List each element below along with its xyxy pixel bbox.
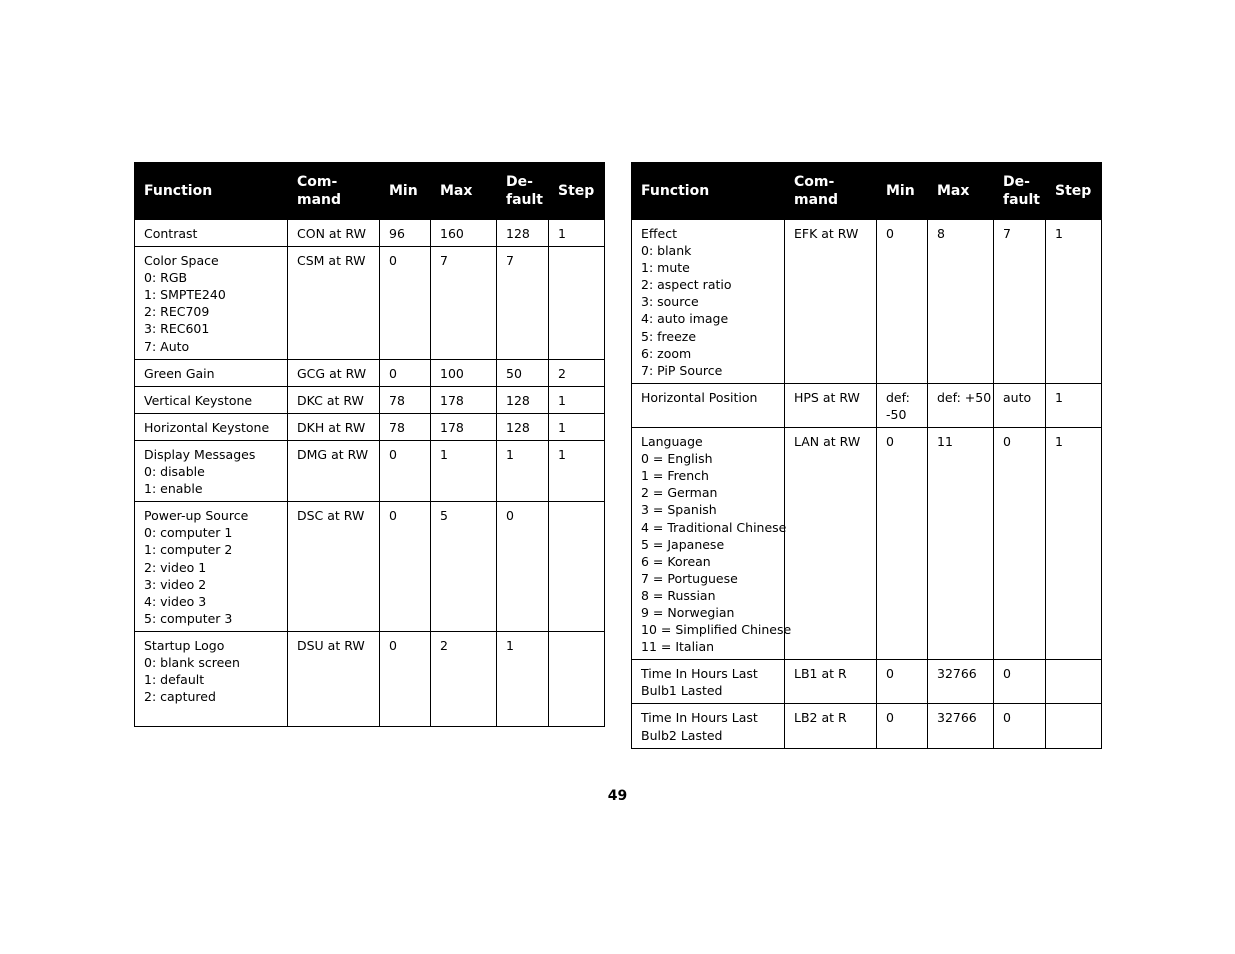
step-cell: 2 (549, 359, 605, 386)
min-line: 0 (886, 710, 894, 726)
function-line: 7 = Portuguese (641, 570, 738, 586)
min-cell (380, 386, 431, 413)
function-line: 2: captured (144, 689, 216, 705)
function-line: 0: disable (144, 464, 205, 480)
function-line: 11 = Italian (641, 639, 715, 655)
step-cell: 1 (549, 386, 605, 413)
command-cell: EFK at RW (785, 220, 877, 384)
function-line: Startup Logo (144, 637, 225, 653)
function-line: 7: PiP Source (641, 362, 723, 378)
step-cell (549, 502, 605, 632)
function-cell (135, 359, 288, 386)
min-cell (380, 247, 431, 360)
table-row (632, 220, 1102, 384)
function-line: Effect (641, 226, 677, 241)
function-line: 8 = Russian (641, 587, 716, 603)
function-line: 2 = German (641, 485, 718, 501)
default-cell: auto (994, 383, 1046, 427)
min-cell (380, 502, 431, 632)
command-cell: LB1 at R (785, 660, 877, 704)
function-line (144, 705, 278, 722)
step-cell (549, 631, 605, 726)
table-row (135, 413, 605, 440)
function-cell (135, 440, 288, 501)
step-cell (1046, 704, 1102, 748)
max-cell: def: +50 (928, 383, 994, 427)
function-line: Display Messages (144, 446, 256, 462)
table-row (135, 502, 605, 632)
max-cell: 160 (431, 220, 497, 247)
header-default: De- fault (497, 163, 549, 220)
min-line: 0 (389, 508, 397, 524)
table-row (135, 440, 605, 501)
function-line: 0: blank screen (144, 654, 240, 670)
function-line: 5: computer 3 (144, 610, 233, 626)
command-cell: CSM at RW (288, 247, 380, 360)
min-line: 0 (886, 666, 894, 682)
function-cell (632, 704, 785, 748)
function-line: 1: default (144, 672, 205, 688)
min-line: -50 (886, 406, 907, 422)
function-line: 0 = English (641, 451, 713, 467)
header-max: Max (928, 163, 994, 220)
function-line: 3: source (641, 294, 699, 310)
min-line: 78 (389, 419, 405, 435)
table-header-row (135, 163, 605, 220)
table-header-row (632, 163, 1102, 220)
default-cell: 7 (994, 220, 1046, 384)
table-row (135, 359, 605, 386)
max-cell: 178 (431, 386, 497, 413)
command-cell: DSC at RW (288, 502, 380, 632)
function-line: Bulb2 Lasted (641, 727, 723, 743)
function-cell (135, 631, 288, 726)
step-cell (549, 247, 605, 360)
function-line: 1: mute (641, 260, 690, 276)
min-cell (380, 440, 431, 501)
function-line: Bulb1 Lasted (641, 683, 723, 699)
default-cell: 128 (497, 386, 549, 413)
function-line: 2: REC709 (144, 304, 210, 320)
function-line: Time In Hours Last (641, 666, 758, 682)
function-cell (632, 383, 785, 427)
step-cell: 1 (549, 440, 605, 501)
header-command: Com- mand (288, 163, 380, 220)
function-line: 0: computer 1 (144, 525, 233, 541)
function-line: 2: aspect ratio (641, 277, 732, 293)
header-max: Max (431, 163, 497, 220)
min-line: 96 (389, 226, 405, 241)
min-cell (877, 428, 928, 660)
min-cell (877, 704, 928, 748)
table-row (135, 247, 605, 360)
function-line: Language (641, 434, 703, 450)
command-cell: DMG at RW (288, 440, 380, 501)
function-cell (632, 220, 785, 384)
default-cell: 128 (497, 220, 549, 247)
default-cell: 128 (497, 413, 549, 440)
table-row (135, 386, 605, 413)
command-cell: LB2 at R (785, 704, 877, 748)
table-row (135, 631, 605, 726)
max-cell: 2 (431, 631, 497, 726)
min-line: def: (886, 389, 910, 405)
function-cell (632, 428, 792, 660)
header-min: Min (380, 163, 431, 220)
function-line: 4: video 3 (144, 593, 207, 609)
header-command: Com- mand (785, 163, 877, 220)
min-line: 0 (389, 365, 397, 381)
max-cell: 1 (431, 440, 497, 501)
min-cell (380, 359, 431, 386)
function-line: 0: RGB (144, 270, 188, 286)
function-line: 4 = Traditional Chinese (641, 519, 787, 535)
max-cell: 100 (431, 359, 497, 386)
min-cell (877, 660, 928, 704)
min-cell (380, 220, 431, 247)
function-line: Power-up Source (144, 508, 249, 524)
min-line: 0 (389, 253, 397, 269)
header-step: Step (1046, 163, 1102, 220)
function-line: 4: auto image (641, 311, 729, 327)
min-line: 0 (389, 637, 397, 653)
table-row (632, 428, 1102, 660)
function-cell (135, 220, 288, 247)
function-line: 6: zoom (641, 345, 692, 361)
function-line: 7: Auto (144, 338, 190, 354)
min-line: 78 (389, 392, 405, 408)
step-cell: 1 (1046, 428, 1102, 660)
default-cell: 0 (994, 428, 1046, 660)
default-cell: 0 (994, 704, 1046, 748)
function-cell (135, 502, 288, 632)
command-cell: DKC at RW (288, 386, 380, 413)
function-line: Horizontal Keystone (144, 419, 270, 435)
header-default: De- fault (994, 163, 1046, 220)
function-line: 1 = French (641, 468, 709, 484)
table-row (135, 220, 605, 247)
command-cell: LAN at RW (785, 428, 877, 660)
default-cell: 1 (497, 631, 549, 726)
function-cell (135, 247, 288, 360)
function-line: 10 = Simplified Chinese (641, 622, 792, 638)
max-cell: 8 (928, 220, 994, 384)
min-line: 0 (389, 446, 397, 462)
default-cell: 0 (497, 502, 549, 632)
function-line: 1: SMPTE240 (144, 287, 226, 303)
function-line: 1: computer 2 (144, 542, 233, 558)
command-cell: GCG at RW (288, 359, 380, 386)
default-cell: 50 (497, 359, 549, 386)
function-line: Time In Hours Last (641, 710, 758, 726)
command-cell: HPS at RW (785, 383, 877, 427)
header-min: Min (877, 163, 928, 220)
step-cell: 1 (549, 220, 605, 247)
function-line: 9 = Norwegian (641, 604, 735, 620)
table-row (632, 660, 1102, 704)
function-cell (135, 413, 288, 440)
header-step: Step (549, 163, 605, 220)
header-function: Function (135, 163, 288, 220)
min-cell (877, 383, 928, 427)
step-cell: 1 (1046, 220, 1102, 384)
command-cell: DKH at RW (288, 413, 380, 440)
default-cell: 1 (497, 440, 549, 501)
min-cell (877, 220, 928, 384)
function-line: 5 = Japanese (641, 536, 725, 552)
max-cell: 5 (431, 502, 497, 632)
function-line: 3: REC601 (144, 321, 210, 337)
step-cell (1046, 660, 1102, 704)
function-line: 6 = Korean (641, 553, 711, 569)
default-cell: 7 (497, 247, 549, 360)
function-line: 1: enable (144, 481, 203, 497)
function-cell (135, 386, 288, 413)
command-cell: CON at RW (288, 220, 380, 247)
settings-table-right (631, 162, 1102, 749)
max-cell: 11 (928, 428, 994, 660)
function-line: 0: blank (641, 243, 692, 259)
settings-table-left (134, 162, 605, 727)
command-cell: DSU at RW (288, 631, 380, 726)
table-row (632, 704, 1102, 748)
min-cell (380, 631, 431, 726)
step-cell: 1 (549, 413, 605, 440)
function-line: 5: freeze (641, 328, 697, 344)
function-line: 3: video 2 (144, 576, 207, 592)
min-line: 0 (886, 434, 894, 450)
max-cell: 178 (431, 413, 497, 440)
function-line: Color Space (144, 253, 219, 269)
max-cell: 32766 (928, 660, 994, 704)
function-line: Green Gain (144, 365, 215, 381)
default-cell: 0 (994, 660, 1046, 704)
function-cell (632, 660, 785, 704)
min-line: 0 (886, 226, 894, 241)
header-function: Function (632, 163, 785, 220)
table-row (632, 383, 1102, 427)
function-line: Horizontal Position (641, 389, 758, 405)
function-line: Contrast (144, 226, 198, 241)
function-line: 2: video 1 (144, 559, 207, 575)
max-cell: 7 (431, 247, 497, 360)
step-cell: 1 (1046, 383, 1102, 427)
function-line: 3 = Spanish (641, 502, 717, 518)
min-cell (380, 413, 431, 440)
max-cell: 32766 (928, 704, 994, 748)
page-number: 49 (607, 788, 628, 804)
function-line: Vertical Keystone (144, 392, 253, 408)
